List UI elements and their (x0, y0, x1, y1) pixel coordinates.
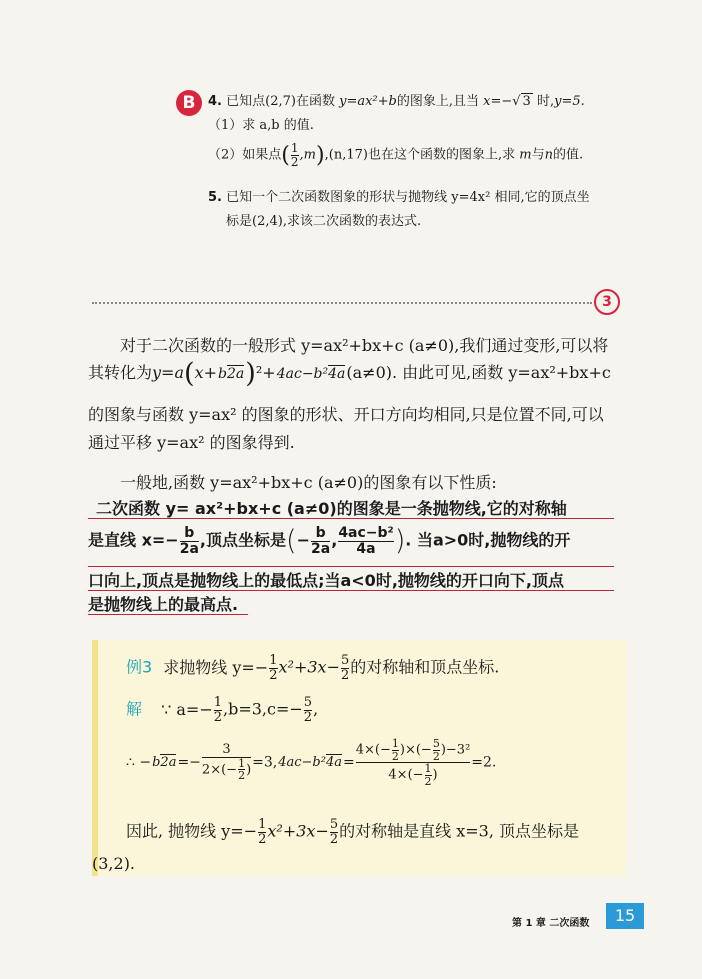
example-box-bar (92, 640, 98, 876)
para2-intro: 一般地,函数 y=ax²+bx+c (a≠0)的图象有以下性质: (120, 473, 497, 492)
theorem-line-3: 口向上,顶点是抛物线上的最低点;当a<0时,抛物线的开口向下,顶点 (88, 571, 564, 590)
exercise-5-line-2: 标是(2,4),求该二次函数的表达式. (226, 214, 422, 229)
theorem-underline-4 (88, 614, 248, 615)
theorem-underline-2 (88, 566, 614, 567)
para1-line-4: 通过平移 y=ax² 的图象得到. (88, 433, 295, 452)
section-divider (92, 302, 592, 304)
exercise-4-line-1: 4. 已知点(2,7)在函数 y=ax²+b的图象上,且当 x=−√ 3 时,y=5. (208, 94, 585, 109)
theorem-underline-3 (88, 590, 614, 591)
chapter-label: 第 1 章 二次函数 (512, 918, 590, 929)
para1-line-2: 其转化为y=a(x+b2a)²+4ac−b²4a(a≠0). 由此可见,函数 y=ax²+bx+c (88, 358, 611, 389)
solution-line-2: ∴ −b2a=− 3 2×(− $\frac{1}{2}$ ) =3,4ac−b²4a= 4×(− $\frac{1}{2}$ )×(− $\frac{5}{2}$ )−3² 4×(− $\frac{1}{2}$ ) =2. (126, 737, 497, 788)
level-b-badge: B (176, 90, 202, 116)
exercise-5-line-1: 5. 已知一个二次函数图象的形状与抛物线 y=4x² 相同,它的顶点坐 (208, 190, 590, 205)
example-question: 例3 求抛物线 y=− $\frac{1}{2}$ x²+3x− $\frac{5}{2}$ 的对称轴和顶点坐标. (126, 653, 500, 683)
theorem-underline-1 (88, 518, 614, 519)
para1-line-3: 的图象与函数 y=ax² 的图象的形状、开口方向均相同,只是位置不同,可以 (88, 405, 604, 424)
solution-label: 解 (126, 699, 143, 719)
exercise-4-sub-2: （2）如果点( $\frac{1}{2}$ ,m),(n,17)也在这个函数的图象上,求 m与n的值. (208, 141, 584, 169)
page-number: 15 (606, 903, 644, 929)
conclusion-line-1: 因此, 抛物线 y=− $\frac{1}{2}$ x²+3x− $\frac{5}{2}$ 的对称轴是直线 x=3, 顶点坐标是 (126, 817, 580, 847)
solution-line-1: 解 ∵ a=− $\frac{1}{2}$ ,b=3,c=− $\frac{5}{2}$ , (126, 695, 319, 725)
example-label: 例3 (126, 657, 153, 677)
para1-line-1: 对于二次函数的一般形式 y=ax²+bx+c (a≠0),我们通过变形,可以将 (120, 336, 609, 355)
conclusion-line-2: (3,2). (92, 854, 136, 873)
theorem-line-2: 是直线 x=− $\frac{b}{2a}$ ,顶点坐标是(− $\frac{b}{2a}$ , $\frac{\text{4ac−b²}}{4a}$ ). 当a>0时,抛物线的开 (88, 525, 571, 557)
theorem-line-1: 二次函数 y= ax²+bx+c (a≠0)的图象是一条抛物线,它的对称轴 (96, 499, 567, 518)
section-number-badge: 3 (594, 289, 620, 315)
exercise-4-sub-1: （1）求 a,b 的值. (208, 118, 314, 133)
theorem-line-4: 是抛物线上的最高点. (88, 595, 239, 614)
